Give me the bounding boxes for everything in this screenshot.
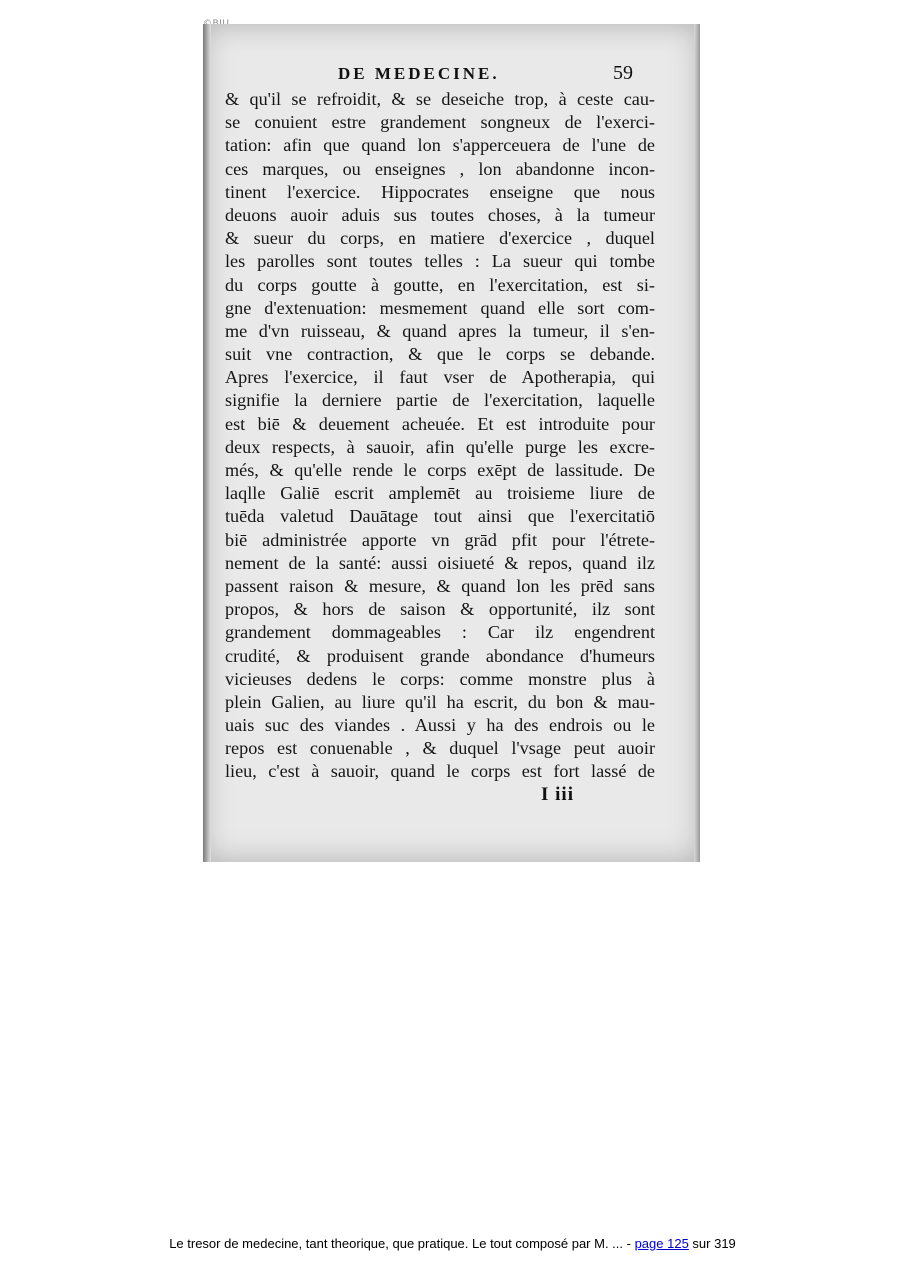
footer-page-total: sur 319 [688, 1236, 736, 1251]
footer-title: Le tresor de medecine, tant theorique, que pratique. Le tout composé par M. ... - [169, 1236, 635, 1251]
running-head [203, 64, 700, 86]
scan-left-edge [203, 24, 211, 862]
running-title: DE MEDECINE. [338, 64, 500, 83]
text-line: plein Galien, au liure qu'il ha escrit, du bon & mau- [225, 691, 655, 712]
text-line: uais suc des viandes . Aussi y ha des endrois ou le [225, 715, 655, 736]
text-line: propos, & hors de saison & opportunité, ilz sont [225, 599, 655, 620]
text-line: gne d'extenuation: mesmement quand elle sort com- [225, 297, 655, 318]
signature-mark: I iii [541, 784, 574, 805]
printed-page-number: 59 [613, 62, 633, 84]
text-line: Apres l'exercice, il faut vser de Apotherapia, qui [225, 367, 655, 388]
text-line: passent raison & mesure, & quand lon les prēd sans [225, 575, 655, 596]
text-line: més, & qu'elle rende le corps exēpt de lassitude. De [225, 460, 655, 480]
text-line: deuons auoir aduis sus toutes choses, à la tumeur [225, 204, 655, 225]
text-line: crudité, & produisent grande abondance d'humeurs [225, 645, 655, 666]
text-line: & qu'il se refroidit, & se deseiche trop, à ceste cau- [225, 89, 655, 109]
scanned-page-image [203, 24, 700, 862]
footer-page-link[interactable]: page 125 [634, 1236, 689, 1251]
text-line: est biē & deuement acheuée. Et est introduite pour [225, 413, 655, 434]
page-footer [0, 1236, 905, 1251]
text-line: lieu, c'est à sauoir, quand le corps est fort lassé de [225, 761, 655, 782]
text-line: tation: afin que quand lon s'apperceuera de l'une de [225, 135, 655, 156]
text-line: du corps goutte à goutte, en l'exercitation, est si- [225, 274, 655, 295]
text-line: se conuient estre grandement songneux de l'exerci- [225, 112, 655, 133]
text-line: suit vne contraction, & que le corps se debande. [225, 344, 655, 365]
text-line: tuēda valetud Dauātage tout ainsi que l'exercitatiō [225, 506, 655, 527]
text-line: signifie la derniere partie de l'exercitation, laquelle [225, 390, 655, 411]
text-line: vicieuses dedens le corps: comme monstre plus à [225, 668, 655, 689]
page-text-block [225, 88, 655, 784]
text-line: me d'vn ruisseau, & quand apres la tumeur, il s'en- [225, 320, 655, 341]
text-line: biē administrée apporte vn grād pfit pour l'étrete- [225, 529, 655, 550]
text-line: repos est conuenable , & duquel l'vsage peut auoir [225, 738, 655, 759]
text-line: nement de la santé: aussi oisiueté & repos, quand ilz [225, 552, 655, 573]
text-line: tinent l'exercice. Hippocrates enseigne que nous [225, 181, 655, 202]
text-line: laqlle Galiē escrit amplemēt au troisieme liure de [225, 483, 655, 504]
text-line: les parolles sont toutes telles : La sueur qui tombe [225, 251, 655, 272]
text-line: deux respects, à sauoir, afin qu'elle purge les excre- [225, 436, 655, 457]
scan-right-edge [694, 24, 700, 862]
text-line: ces marques, ou enseignes , lon abandonne incon- [225, 158, 655, 179]
text-line: & sueur du corps, en matiere d'exercice , duquel [225, 228, 655, 249]
text-line: grandement dommageables : Car ilz engendrent [225, 622, 655, 643]
